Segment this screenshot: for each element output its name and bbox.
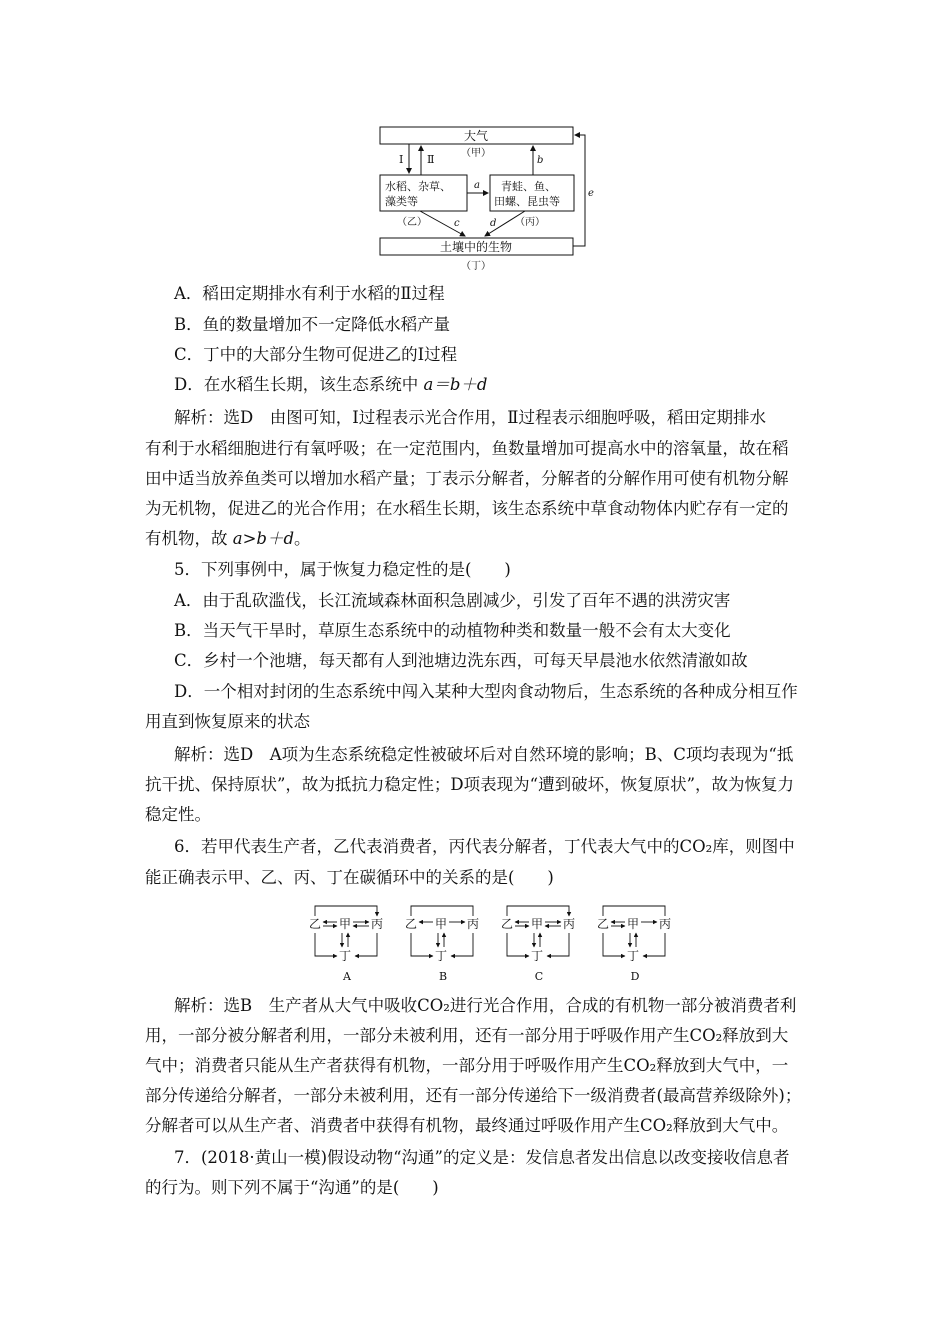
relation-arrow [315, 933, 337, 956]
consumers-line2: 田螺、昆虫等 [494, 195, 560, 208]
ecosystem-diagram [375, 122, 605, 277]
q6-analysis-line: 分解者可以从生产者、消费者中获得有机物，最终通过呼吸作用产生CO₂释放到大气中。 [145, 1116, 789, 1135]
relation-arrow [411, 933, 433, 956]
relation-arrow [411, 906, 473, 916]
option-letter: C [534, 970, 544, 982]
node-yi: 乙 [404, 917, 418, 931]
consumers-tag: （丙） [515, 217, 545, 228]
q4-analysis-line: 解析：选D 由图可知，Ⅰ过程表示光合作用，Ⅱ过程表示细胞呼吸，稻田定期排水 [174, 408, 766, 427]
relation-arrow [643, 933, 665, 956]
node-jia: 甲 [626, 917, 640, 931]
producers-line1: 水稻、杂草、 [385, 180, 451, 193]
q4-analysis-line: 有机物，故 a>b＋d。 [145, 529, 311, 548]
carbon-cycle-options-diagram [305, 900, 685, 982]
q4-option-d: D．在水稻生长期，该生态系统中 a＝b＋d [174, 375, 488, 394]
arrow-label-b: b [537, 155, 544, 166]
soil-label: 土壤中的生物 [439, 240, 513, 254]
node-bing: 丙 [658, 917, 672, 931]
option-letter: D [630, 970, 640, 982]
relation-arrow [315, 906, 377, 916]
consumers-line1: 青蛙、鱼、 [501, 180, 556, 193]
q5-option-d: D．一个相对封闭的生态系统中闯入某种大型肉食动物后，生态系统的各种成分相互作 [174, 682, 798, 701]
relation-arrow [507, 906, 569, 916]
node-ding: 丁 [338, 949, 352, 963]
arrow-label-II: Ⅱ [427, 153, 435, 166]
node-ding: 丁 [530, 949, 544, 963]
q6-analysis-line: 解析：选B 生产者从大气中吸收CO₂进行光合作用，合成的有机物一部分被消费者利 [174, 996, 797, 1015]
relation-arrow [603, 933, 625, 956]
q5-analysis-line: 解析：选D A项为生态系统稳定性被破坏后对自然环境的影响；B、C项均表现为“抵 [174, 745, 794, 764]
node-yi: 乙 [500, 917, 514, 931]
q6-stem: 6．若甲代表生产者，乙代表消费者，丙代表分解者，丁代表大气中的CO₂库，则图中 [174, 837, 795, 856]
arrow-label-e: e [588, 188, 594, 199]
arrow-label-d: d [490, 218, 497, 229]
arrow-label-I: Ⅰ [399, 153, 404, 166]
node-jia: 甲 [338, 917, 352, 931]
q6-analysis-line: 用，一部分被分解者利用，一部分未被利用，还有一部分用于呼吸作用产生CO₂释放到大 [145, 1026, 789, 1045]
relation-arrow [603, 906, 665, 916]
q6-stem-cont: 能正确表示甲、乙、丙、丁在碳循环中的关系的是( ) [145, 868, 554, 887]
node-bing: 丙 [466, 917, 480, 931]
node-ding: 丁 [434, 949, 448, 963]
q5-option-b: B．当天气干旱时，草原生态系统中的动植物种类和数量一般不会有太大变化 [174, 621, 731, 640]
relation-arrow [355, 933, 377, 956]
q4-analysis-line: 为无机物，促进乙的光合作用；在水稻生长期，该生态系统中草食动物体内贮存有一定的 [145, 499, 789, 518]
q5-option-a: A．由于乱砍滥伐，长江流域森林面积急剧减少，引发了百年不遇的洪涝灾害 [174, 591, 731, 610]
q4-option-c: C．丁中的大部分生物可促进乙的Ⅰ过程 [174, 345, 458, 364]
q5-analysis-line: 稳定性。 [145, 805, 211, 824]
node-bing: 丙 [370, 917, 384, 931]
arrow-label-a: a [474, 180, 480, 191]
option-letter: A [343, 970, 351, 982]
producers-tag: （乙） [397, 217, 427, 228]
q4-analysis-line: 有利于水稻细胞进行有氧呼吸；在一定范围内，鱼数量增加可提高水中的溶氧量，故在稻 [145, 439, 789, 458]
node-jia: 甲 [530, 917, 544, 931]
atmosphere-label: 大气 [463, 129, 489, 143]
arrow-label-c: c [454, 218, 460, 229]
node-ding: 丁 [626, 949, 640, 963]
q5-stem: 5．下列事例中，属于恢复力稳定性的是( ) [174, 560, 511, 579]
relation-arrow [507, 933, 529, 956]
q5-option-d-cont: 用直到恢复原来的状态 [145, 712, 310, 731]
q4-analysis-line: 田中适当放养鱼类可以增加水稻产量；丁表示分解者，分解者的分解作用可使有机物分解 [145, 469, 789, 488]
q4-option-b: B．鱼的数量增加不一定降低水稻产量 [174, 315, 451, 334]
node-yi: 乙 [308, 917, 322, 931]
soil-tag: （丁） [461, 261, 491, 272]
node-yi: 乙 [596, 917, 610, 931]
option-letter: B [438, 970, 448, 982]
q4-option-a: A．稻田定期排水有利于水稻的Ⅱ过程 [174, 284, 445, 303]
q7-stem-cont: 的行为。则下列不属于“沟通”的是( ) [145, 1178, 439, 1197]
atmosphere-tag: （甲） [461, 148, 491, 159]
producers-line2: 藻类等 [385, 195, 418, 208]
node-jia: 甲 [434, 917, 448, 931]
q6-analysis-line: 气中；消费者只能从生产者获得有机物，一部分用于呼吸作用产生CO₂释放到大气中，一 [145, 1056, 789, 1075]
relation-arrow [451, 933, 473, 956]
q6-analysis-line: 部分传递给分解者，一部分未被利用，还有一部分传递给下一级消费者(最高营养级除外)； [145, 1086, 802, 1105]
node-bing: 丙 [562, 917, 576, 931]
relation-arrow [547, 933, 569, 956]
q7-stem: 7．(2018·黄山一模)假设动物“沟通”的定义是：发信息者发出信息以改变接收信息者 [174, 1148, 790, 1167]
q5-option-c: C．乡村一个池塘，每天都有人到池塘边洗东西，可每天早晨池水依然清澈如故 [174, 651, 748, 670]
q5-analysis-line: 抗干扰、保持原状”，故为抵抗力稳定性；D项表现为“遭到破坏，恢复原状”，故为恢复力 [145, 775, 795, 794]
